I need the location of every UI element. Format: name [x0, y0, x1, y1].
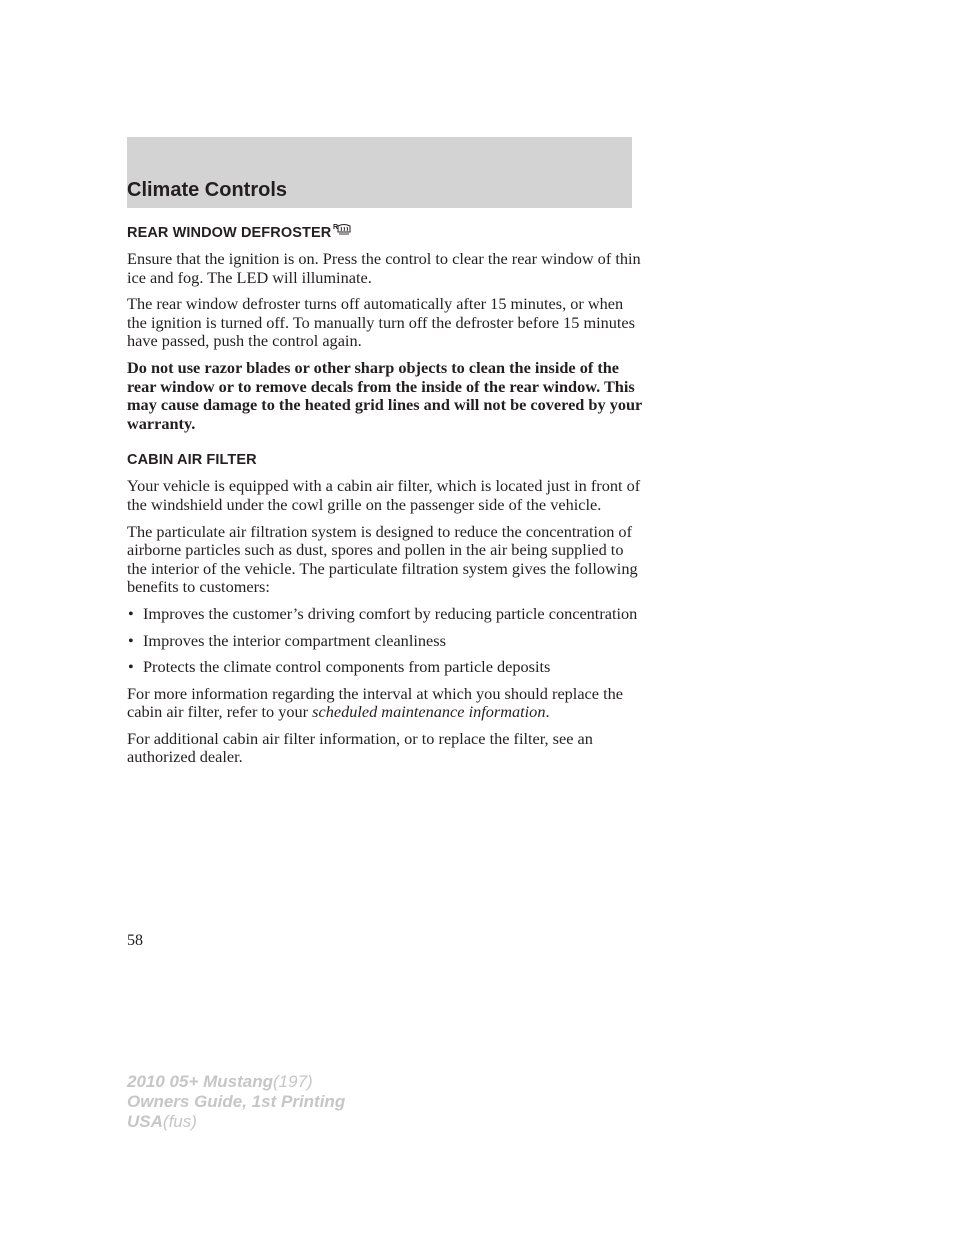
svg-text:R: R — [333, 224, 339, 231]
section-heading-rear-defroster — [127, 222, 647, 242]
footer-model-code: (197) — [273, 1072, 313, 1091]
section-heading-cabin-air-filter: CABIN AIR FILTER — [127, 452, 257, 469]
rear-defroster-paragraph-2: The rear window defroster turns off automatically after 15 minutes, or when the ignition is turned off. To manually turn off the defroster before 15 minutes have passed, push the control again. — [127, 294, 635, 351]
scheduled-maintenance-reference: scheduled maintenance information — [312, 702, 546, 722]
bullet-icon: • — [128, 603, 134, 623]
benefits-list — [127, 605, 647, 677]
footer-line-2: Owners Guide, 1st Printing — [127, 1092, 346, 1111]
paragraph-3-prefix: For more information regarding the interval at which you should replace the cabin air filter, refer to your — [127, 683, 623, 722]
footer-market-code: (fus) — [162, 1112, 197, 1131]
footer-line-3 — [127, 1112, 345, 1132]
rear-defroster-heading-text: REAR WINDOW DEFROSTER — [127, 225, 332, 241]
rear-defrost-icon — [333, 222, 351, 236]
document-footer — [127, 1072, 345, 1132]
bullet-icon: • — [128, 630, 134, 650]
page-content — [127, 222, 647, 775]
cabin-filter-paragraph-4: For additional cabin air filter information, or to replace the filter, see an authorized dealer. — [127, 728, 593, 767]
cabin-filter-paragraph-3 — [127, 685, 647, 722]
list-item — [127, 605, 647, 624]
paragraph-3-suffix: . — [545, 702, 550, 722]
rear-defroster-warning: Do not use razor blades or other sharp objects to clean the inside of the rear window or to remove decals from the inside of the rear window. This may cause damage to the heated grid lines and will not be covered by your warranty. — [127, 357, 642, 433]
chapter-title: Climate Controls — [127, 179, 288, 201]
footer-market: USA — [127, 1112, 163, 1131]
list-item-text: Improves the interior compartment cleanliness — [143, 630, 446, 650]
list-item-text: Improves the customer’s driving comfort by reducing particle concentration — [143, 603, 638, 623]
cabin-filter-paragraph-1: Your vehicle is equipped with a cabin air filter, which is located just in front of the windshield under the cowl grille on the passenger side of the vehicle. — [127, 476, 641, 514]
footer-model: 2010 05+ Mustang — [127, 1072, 273, 1091]
bullet-icon: • — [128, 657, 134, 677]
list-item — [127, 632, 647, 651]
cabin-filter-paragraph-2: The particulate air filtration system is designed to reduce the concentration of airborne particles such as dust, spores and pollen in the air being supplied to the interior of the vehicle. The particulate filtration system gives the following benefits to customers: — [127, 521, 638, 597]
chapter-header-band — [127, 137, 632, 208]
footer-line-1 — [127, 1072, 345, 1092]
page-number: 58 — [127, 932, 143, 949]
rear-defroster-paragraph-1: Ensure that the ignition is on. Press the control to clear the rear window of thin ice and fog. The LED will illuminate. — [127, 249, 641, 287]
list-item-text: Protects the climate control components from particle deposits — [143, 657, 551, 677]
list-item — [127, 658, 647, 677]
